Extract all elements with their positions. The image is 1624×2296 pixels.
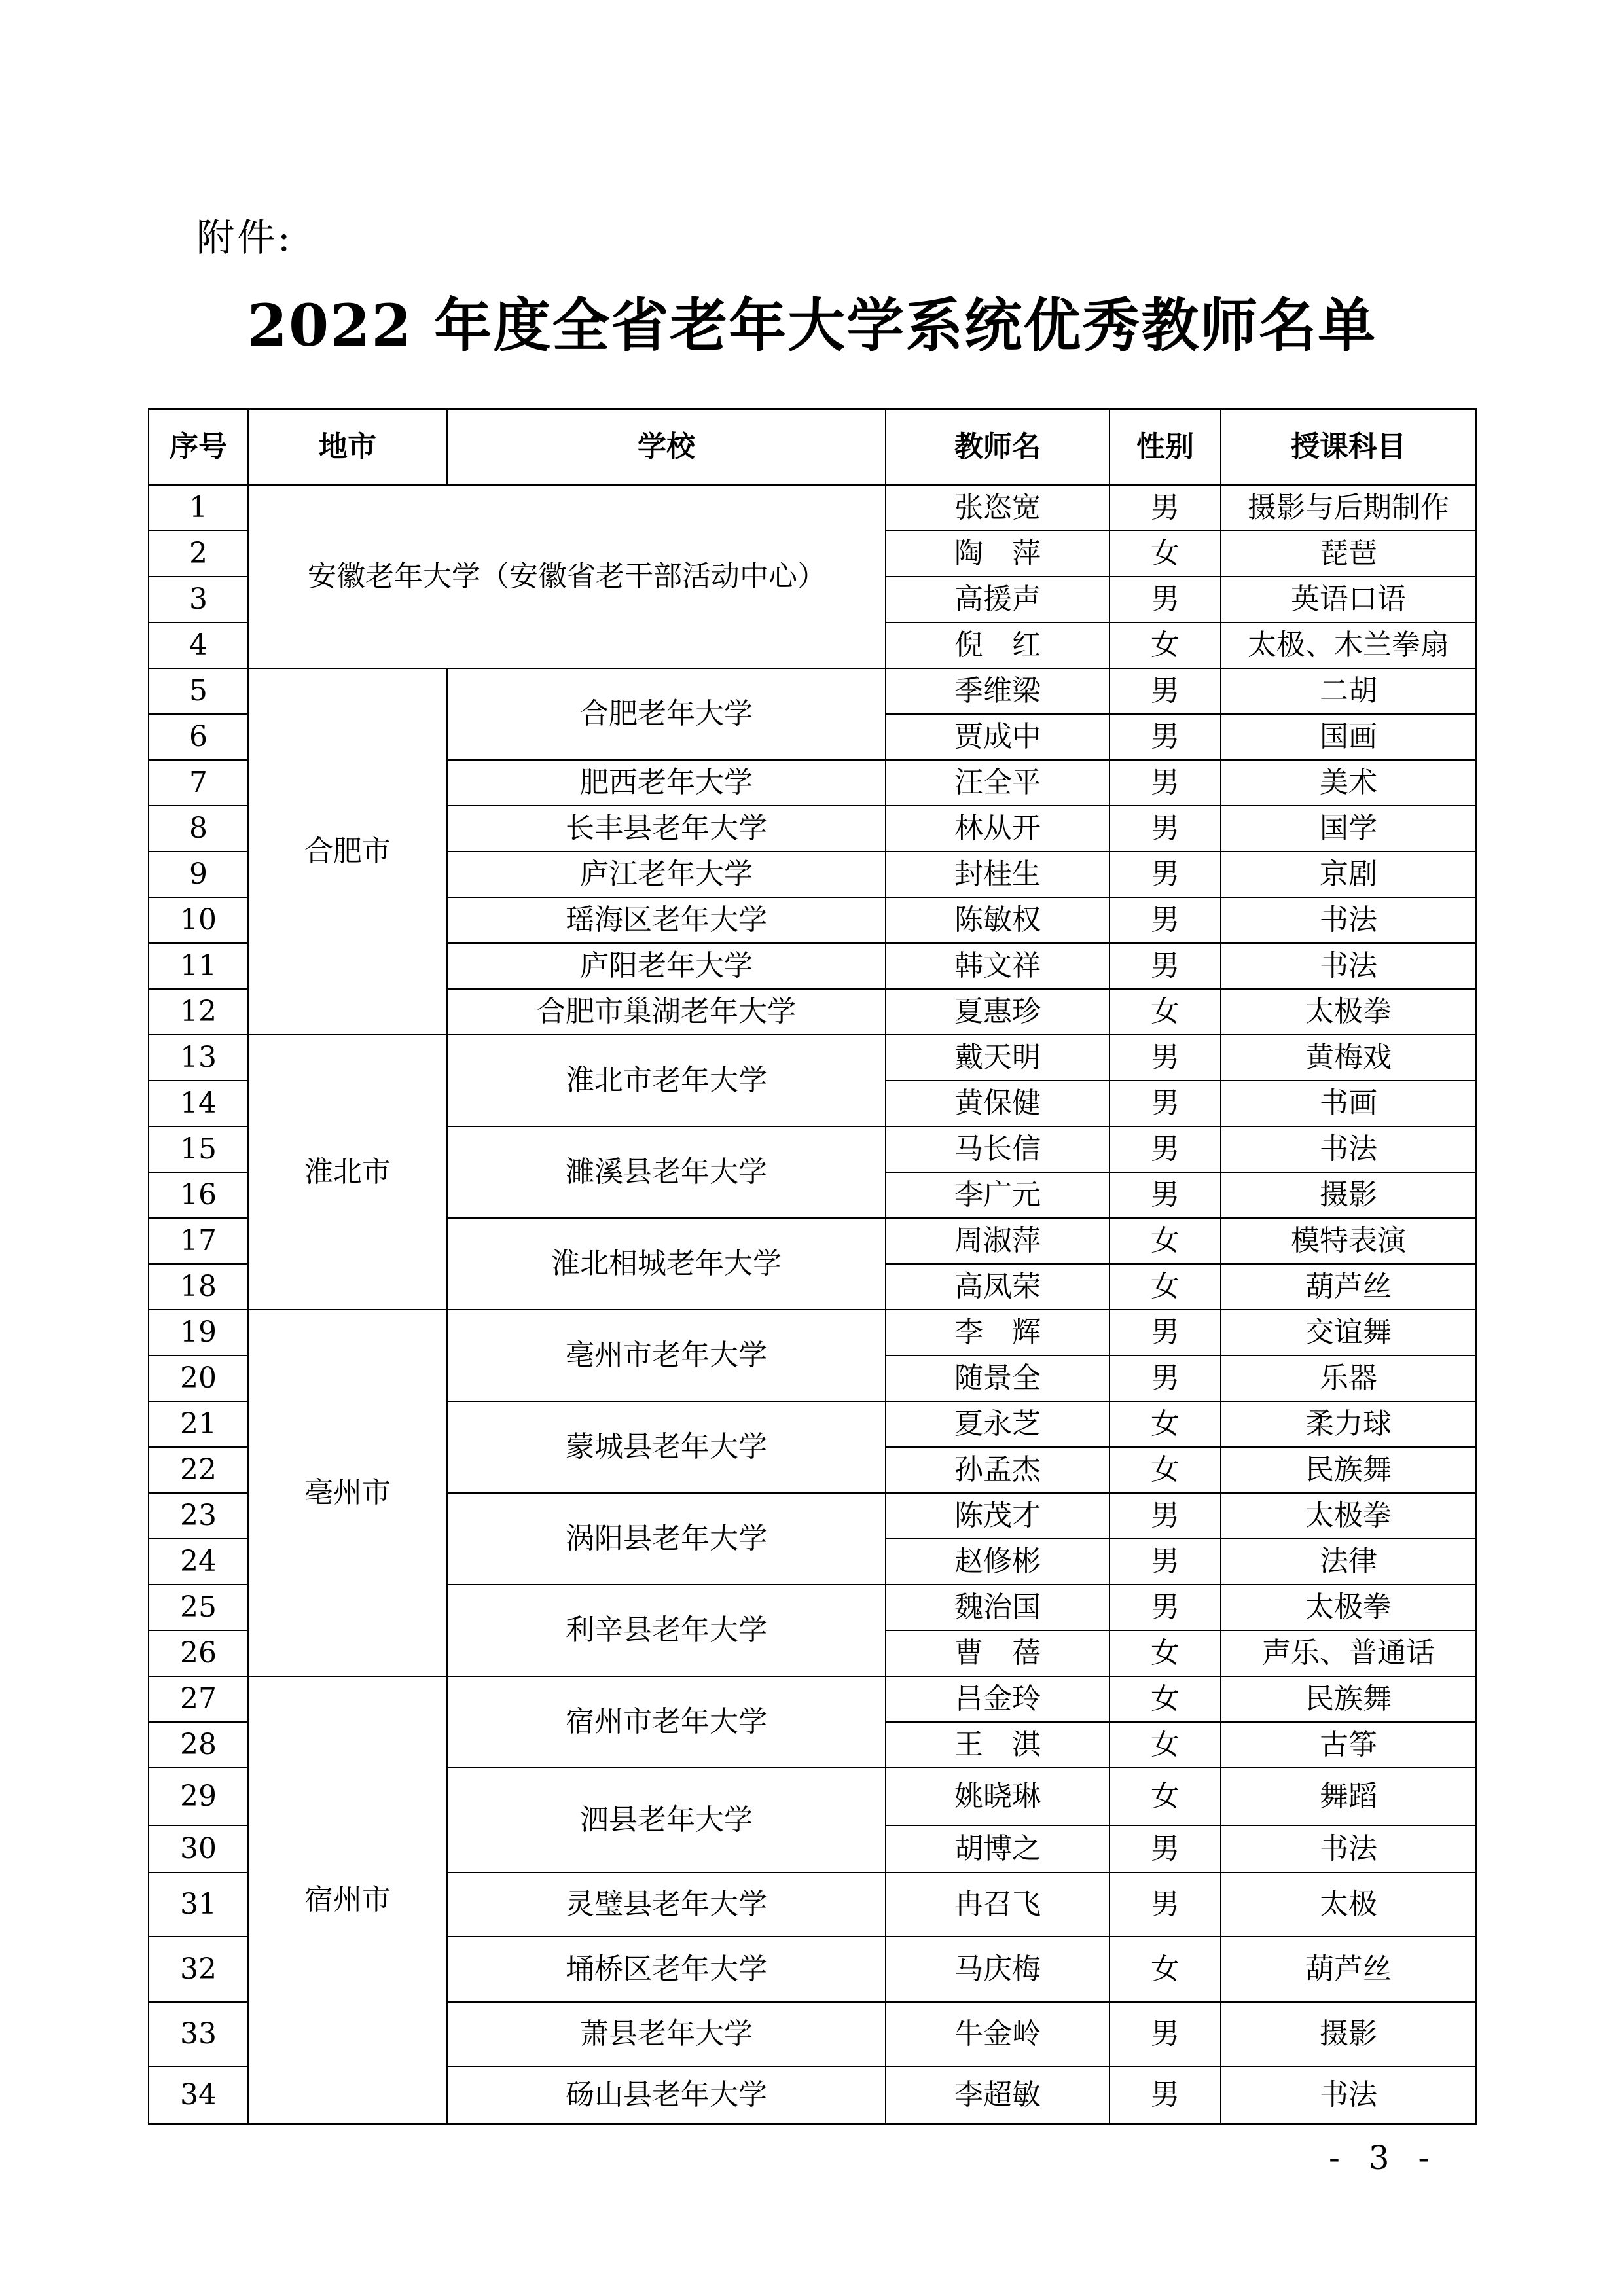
school-cell: 合肥市巢湖老年大学 xyxy=(447,989,886,1035)
row-no: 32 xyxy=(149,1937,248,2002)
teacher-cell: 高援声 xyxy=(886,577,1110,622)
table-row xyxy=(149,668,1476,714)
gender-cell: 男 xyxy=(1110,1310,1221,1355)
row-no: 5 xyxy=(149,668,248,714)
row-no: 17 xyxy=(149,1218,248,1264)
subject-cell: 书法 xyxy=(1221,1126,1476,1172)
school-cell: 砀山县老年大学 xyxy=(447,2066,886,2124)
school-cell: 濉溪县老年大学 xyxy=(447,1126,886,1218)
gender-cell: 女 xyxy=(1110,989,1221,1035)
school-cell: 安徽老年大学（安徽省老干部活动中心） xyxy=(248,485,886,668)
subject-cell: 民族舞 xyxy=(1221,1676,1476,1722)
gender-cell: 女 xyxy=(1110,1937,1221,2002)
row-no: 8 xyxy=(149,806,248,852)
subject-cell: 交谊舞 xyxy=(1221,1310,1476,1355)
gender-cell: 女 xyxy=(1110,1722,1221,1768)
gender-cell: 女 xyxy=(1110,1401,1221,1447)
subject-cell: 黄梅戏 xyxy=(1221,1035,1476,1081)
teacher-cell: 韩文祥 xyxy=(886,943,1110,989)
subject-cell: 古筝 xyxy=(1221,1722,1476,1768)
subject-cell: 书画 xyxy=(1221,1081,1476,1126)
row-no: 19 xyxy=(149,1310,248,1355)
gender-cell: 女 xyxy=(1110,1676,1221,1722)
city-cell: 淮北市 xyxy=(248,1035,447,1310)
subject-cell: 国画 xyxy=(1221,714,1476,760)
subject-cell: 葫芦丝 xyxy=(1221,1264,1476,1310)
gender-cell: 男 xyxy=(1110,1539,1221,1585)
header-gender: 性别 xyxy=(1110,409,1221,485)
school-cell: 淮北相城老年大学 xyxy=(447,1218,886,1310)
school-cell: 利辛县老年大学 xyxy=(447,1585,886,1676)
row-no: 25 xyxy=(149,1585,248,1630)
subject-cell: 英语口语 xyxy=(1221,577,1476,622)
gender-cell: 男 xyxy=(1110,852,1221,897)
teacher-cell: 吕金玲 xyxy=(886,1676,1110,1722)
gender-cell: 男 xyxy=(1110,943,1221,989)
row-no: 18 xyxy=(149,1264,248,1310)
gender-cell: 男 xyxy=(1110,1172,1221,1218)
subject-cell: 书法 xyxy=(1221,897,1476,943)
teacher-cell: 周淑萍 xyxy=(886,1218,1110,1264)
teacher-cell: 牛金岭 xyxy=(886,2002,1110,2066)
table-row xyxy=(149,485,1476,531)
teacher-cell: 姚晓琳 xyxy=(886,1768,1110,1825)
subject-cell: 舞蹈 xyxy=(1221,1768,1476,1825)
teacher-list-table xyxy=(148,408,1477,2125)
table-row xyxy=(149,1676,1476,1722)
school-cell: 合肥老年大学 xyxy=(447,668,886,760)
school-cell: 淮北市老年大学 xyxy=(447,1035,886,1126)
school-cell: 蒙城县老年大学 xyxy=(447,1401,886,1493)
gender-cell: 男 xyxy=(1110,485,1221,531)
table-header-row xyxy=(149,409,1476,485)
teacher-cell: 高凤荣 xyxy=(886,1264,1110,1310)
row-no: 11 xyxy=(149,943,248,989)
gender-cell: 男 xyxy=(1110,1035,1221,1081)
subject-cell: 琵琶 xyxy=(1221,531,1476,577)
row-no: 15 xyxy=(149,1126,248,1172)
gender-cell: 女 xyxy=(1110,622,1221,668)
row-no: 20 xyxy=(149,1355,248,1401)
row-no: 28 xyxy=(149,1722,248,1768)
school-cell: 灵璧县老年大学 xyxy=(447,1873,886,1937)
gender-cell: 男 xyxy=(1110,1585,1221,1630)
gender-cell: 女 xyxy=(1110,1264,1221,1310)
row-no: 30 xyxy=(149,1825,248,1873)
subject-cell: 民族舞 xyxy=(1221,1447,1476,1493)
teacher-cell: 季维梁 xyxy=(886,668,1110,714)
gender-cell: 男 xyxy=(1110,1493,1221,1539)
teacher-cell: 汪全平 xyxy=(886,760,1110,806)
gender-cell: 男 xyxy=(1110,714,1221,760)
teacher-cell: 李 辉 xyxy=(886,1310,1110,1355)
city-cell: 亳州市 xyxy=(248,1310,447,1676)
subject-cell: 摄影 xyxy=(1221,1172,1476,1218)
row-no: 26 xyxy=(149,1630,248,1676)
subject-cell: 声乐、普通话 xyxy=(1221,1630,1476,1676)
subject-cell: 太极拳 xyxy=(1221,1493,1476,1539)
gender-cell: 男 xyxy=(1110,2066,1221,2124)
table-row xyxy=(149,1035,1476,1081)
teacher-cell: 随景全 xyxy=(886,1355,1110,1401)
teacher-cell: 马长信 xyxy=(886,1126,1110,1172)
teacher-cell: 贾成中 xyxy=(886,714,1110,760)
subject-cell: 葫芦丝 xyxy=(1221,1937,1476,2002)
teacher-cell: 曹 蓓 xyxy=(886,1630,1110,1676)
teacher-cell: 夏惠珍 xyxy=(886,989,1110,1035)
teacher-cell: 赵修彬 xyxy=(886,1539,1110,1585)
subject-cell: 模特表演 xyxy=(1221,1218,1476,1264)
teacher-cell: 王 淇 xyxy=(886,1722,1110,1768)
subject-cell: 太极拳 xyxy=(1221,989,1476,1035)
teacher-cell: 陈茂才 xyxy=(886,1493,1110,1539)
gender-cell: 男 xyxy=(1110,760,1221,806)
row-no: 16 xyxy=(149,1172,248,1218)
teacher-cell: 李超敏 xyxy=(886,2066,1110,2124)
teacher-cell: 马庆梅 xyxy=(886,1937,1110,2002)
teacher-cell: 魏治国 xyxy=(886,1585,1110,1630)
gender-cell: 女 xyxy=(1110,1218,1221,1264)
header-subject: 授课科目 xyxy=(1221,409,1476,485)
row-no: 24 xyxy=(149,1539,248,1585)
gender-cell: 男 xyxy=(1110,1081,1221,1126)
school-cell: 长丰县老年大学 xyxy=(447,806,886,852)
header-school: 学校 xyxy=(447,409,886,485)
subject-cell: 法律 xyxy=(1221,1539,1476,1585)
gender-cell: 男 xyxy=(1110,2002,1221,2066)
school-cell: 埇桥区老年大学 xyxy=(447,1937,886,2002)
subject-cell: 二胡 xyxy=(1221,668,1476,714)
row-no: 22 xyxy=(149,1447,248,1493)
teacher-cell: 封桂生 xyxy=(886,852,1110,897)
school-cell: 庐江老年大学 xyxy=(447,852,886,897)
city-cell: 合肥市 xyxy=(248,668,447,1035)
subject-cell: 书法 xyxy=(1221,1825,1476,1873)
header-no: 序号 xyxy=(149,409,248,485)
subject-cell: 京剧 xyxy=(1221,852,1476,897)
row-no: 21 xyxy=(149,1401,248,1447)
teacher-cell: 戴天明 xyxy=(886,1035,1110,1081)
teacher-cell: 胡博之 xyxy=(886,1825,1110,1873)
gender-cell: 男 xyxy=(1110,1126,1221,1172)
subject-cell: 书法 xyxy=(1221,2066,1476,2124)
teacher-cell: 张恣宽 xyxy=(886,485,1110,531)
school-cell: 肥西老年大学 xyxy=(447,760,886,806)
row-no: 1 xyxy=(149,485,248,531)
row-no: 4 xyxy=(149,622,248,668)
school-cell: 涡阳县老年大学 xyxy=(447,1493,886,1585)
school-cell: 宿州市老年大学 xyxy=(447,1676,886,1768)
gender-cell: 男 xyxy=(1110,806,1221,852)
table-row xyxy=(149,1310,1476,1355)
subject-cell: 国学 xyxy=(1221,806,1476,852)
teacher-cell: 陶 萍 xyxy=(886,531,1110,577)
subject-cell: 摄影 xyxy=(1221,2002,1476,2066)
row-no: 13 xyxy=(149,1035,248,1081)
subject-cell: 书法 xyxy=(1221,943,1476,989)
gender-cell: 男 xyxy=(1110,897,1221,943)
subject-cell: 摄影与后期制作 xyxy=(1221,485,1476,531)
row-no: 3 xyxy=(149,577,248,622)
subject-cell: 太极、木兰拳扇 xyxy=(1221,622,1476,668)
gender-cell: 女 xyxy=(1110,1630,1221,1676)
school-cell: 庐阳老年大学 xyxy=(447,943,886,989)
row-no: 27 xyxy=(149,1676,248,1722)
row-no: 34 xyxy=(149,2066,248,2124)
attachment-label: 附件: xyxy=(196,215,293,260)
row-no: 29 xyxy=(149,1768,248,1825)
row-no: 2 xyxy=(149,531,248,577)
gender-cell: 女 xyxy=(1110,531,1221,577)
subject-cell: 美术 xyxy=(1221,760,1476,806)
teacher-cell: 李广元 xyxy=(886,1172,1110,1218)
row-no: 12 xyxy=(149,989,248,1035)
row-no: 31 xyxy=(149,1873,248,1937)
document-title: 2022 年度全省老年大学系统优秀教师名单 xyxy=(247,291,1377,359)
gender-cell: 女 xyxy=(1110,1768,1221,1825)
gender-cell: 女 xyxy=(1110,1447,1221,1493)
row-no: 10 xyxy=(149,897,248,943)
header-city: 地市 xyxy=(248,409,447,485)
row-no: 23 xyxy=(149,1493,248,1539)
row-no: 9 xyxy=(149,852,248,897)
teacher-cell: 陈敏权 xyxy=(886,897,1110,943)
teacher-cell: 林从开 xyxy=(886,806,1110,852)
school-cell: 泗县老年大学 xyxy=(447,1768,886,1873)
school-cell: 萧县老年大学 xyxy=(447,2002,886,2066)
teacher-cell: 倪 红 xyxy=(886,622,1110,668)
teacher-cell: 冉召飞 xyxy=(886,1873,1110,1937)
teacher-cell: 孙孟杰 xyxy=(886,1447,1110,1493)
teacher-cell: 夏永芝 xyxy=(886,1401,1110,1447)
row-no: 33 xyxy=(149,2002,248,2066)
row-no: 14 xyxy=(149,1081,248,1126)
city-cell: 宿州市 xyxy=(248,1676,447,2124)
teacher-cell: 黄保健 xyxy=(886,1081,1110,1126)
gender-cell: 男 xyxy=(1110,577,1221,622)
gender-cell: 男 xyxy=(1110,1355,1221,1401)
header-teacher: 教师名 xyxy=(886,409,1110,485)
row-no: 6 xyxy=(149,714,248,760)
school-cell: 瑶海区老年大学 xyxy=(447,897,886,943)
subject-cell: 太极拳 xyxy=(1221,1585,1476,1630)
subject-cell: 乐器 xyxy=(1221,1355,1476,1401)
row-no: 7 xyxy=(149,760,248,806)
page-number: - 3 - xyxy=(1329,2139,1439,2177)
subject-cell: 太极 xyxy=(1221,1873,1476,1937)
subject-cell: 柔力球 xyxy=(1221,1401,1476,1447)
school-cell: 亳州市老年大学 xyxy=(447,1310,886,1401)
gender-cell: 男 xyxy=(1110,668,1221,714)
gender-cell: 男 xyxy=(1110,1873,1221,1937)
gender-cell: 男 xyxy=(1110,1825,1221,1873)
